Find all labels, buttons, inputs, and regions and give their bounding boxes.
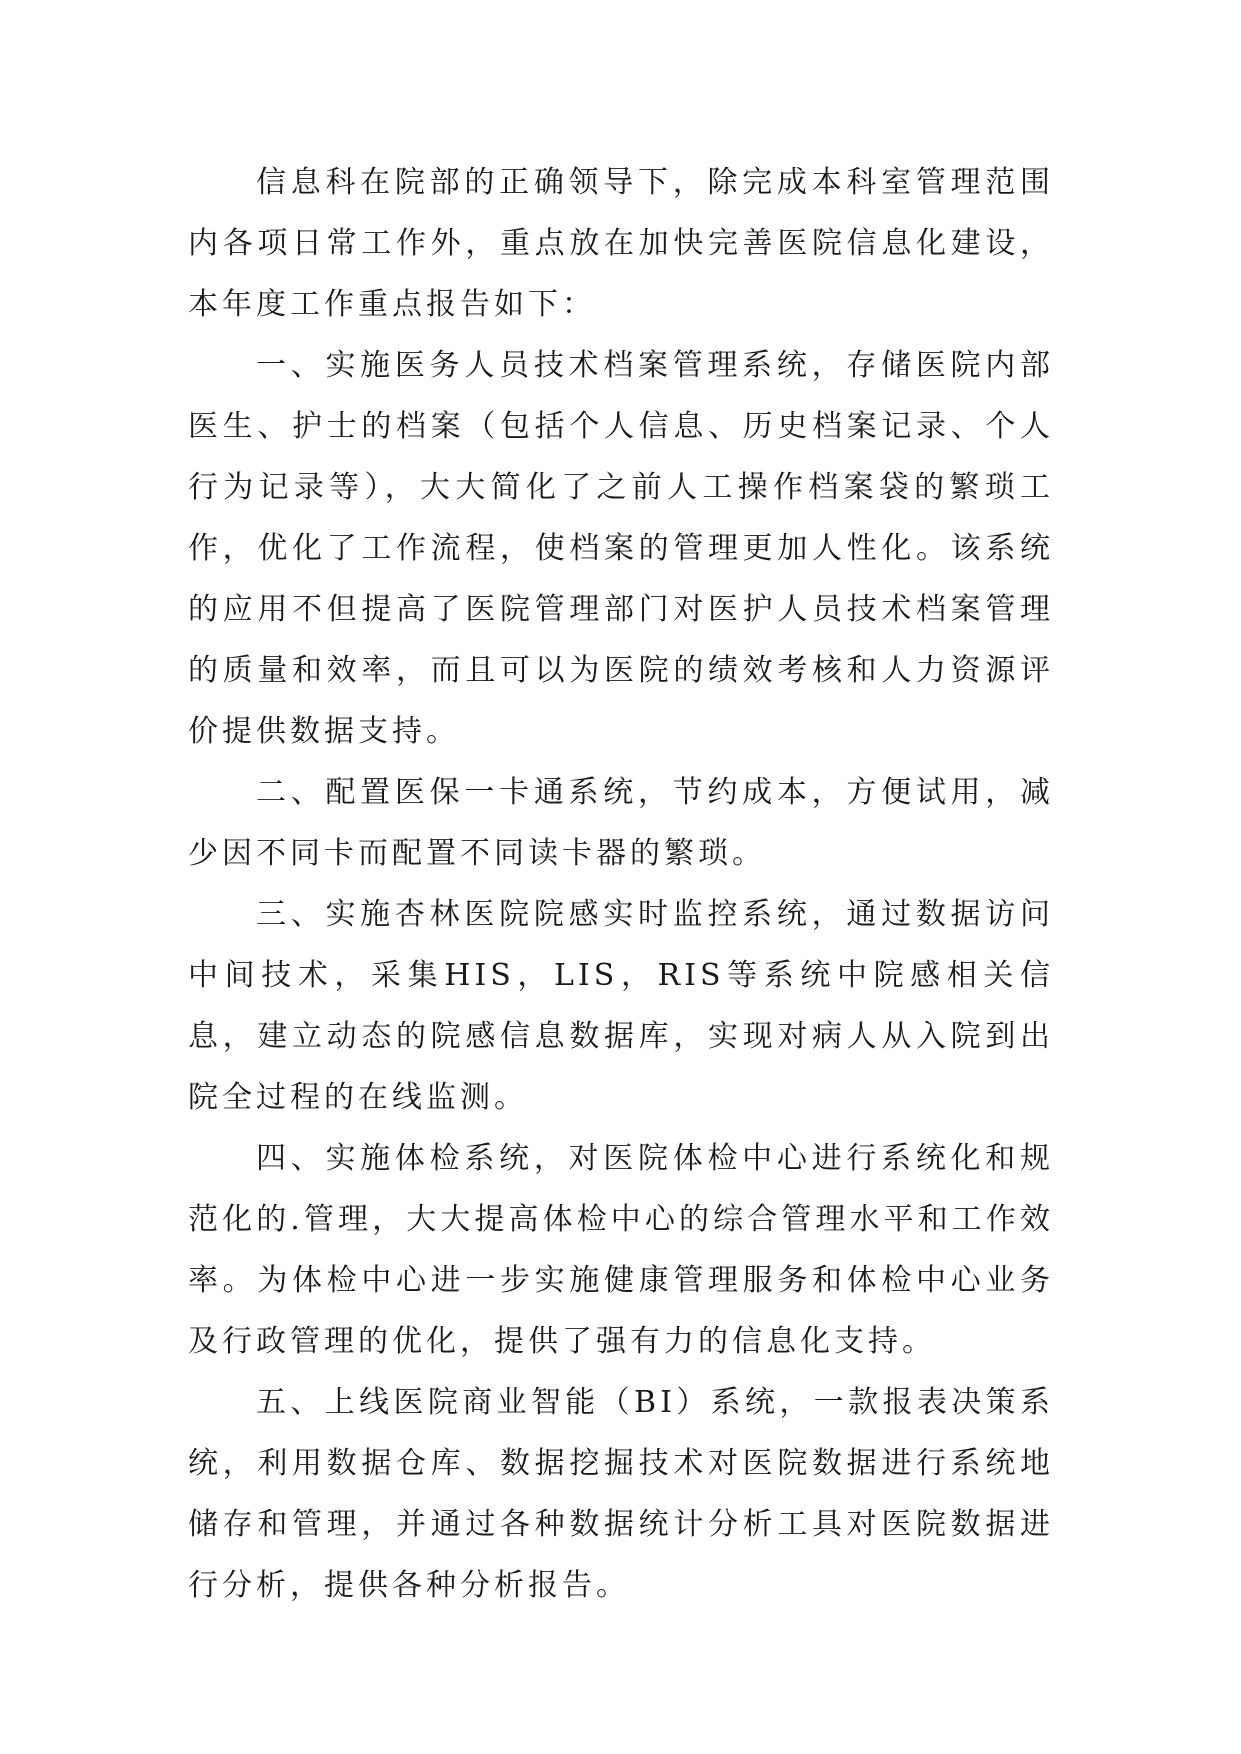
- item-3-paragraph: 三、实施杏林医院院感实时监控系统，通过数据访问中间技术，采集HIS，LIS，RIS等系统中院感相关信息，建立动态的院感信息数据库，实现对病人从入院到出院全过程的在线监测。: [188, 897, 1054, 1115]
- item-5-paragraph: 五、上线医院商业智能（BI）系统，一款报表决策系统，利用数据仓库、数据挖掘技术对医院数据进行系统地储存和管理，并通过各种数据统计分析工具对医院数据进行分析，提供各种分析报告。: [188, 1385, 1054, 1603]
- item-4-paragraph: 四、实施体检系统，对医院体检中心进行系统化和规范化的.管理，大大提高体检中心的综合管理水平和工作效率。为体检中心进一步实施健康管理服务和体检中心业务及行政管理的优化，提供了强有力的信息化支持。: [188, 1141, 1054, 1359]
- item-2-paragraph: 二、配置医保一卡通系统，节约成本，方便试用，减少因不同卡而配置不同读卡器的繁琐。: [188, 775, 1054, 871]
- intro-paragraph: 信息科在院部的正确领导下，除完成本科室管理范围内各项日常工作外，重点放在加快完善医院信息化建设，本年度工作重点报告如下：: [188, 165, 1054, 322]
- item-1-paragraph: 一、实施医务人员技术档案管理系统，存储医院内部医生、护士的档案（包括个人信息、历史档案记录、个人行为记录等），大大简化了之前人工操作档案袋的繁琐工作，优化了工作流程，使档案的管理更加人性化。该系统的应用不但提高了医院管理部门对医护人员技术档案管理的质量和效率，而且可以为医院的绩效考核和人力资源评价提供数据支持。: [188, 348, 1054, 749]
- document-body: [188, 152, 1054, 1616]
